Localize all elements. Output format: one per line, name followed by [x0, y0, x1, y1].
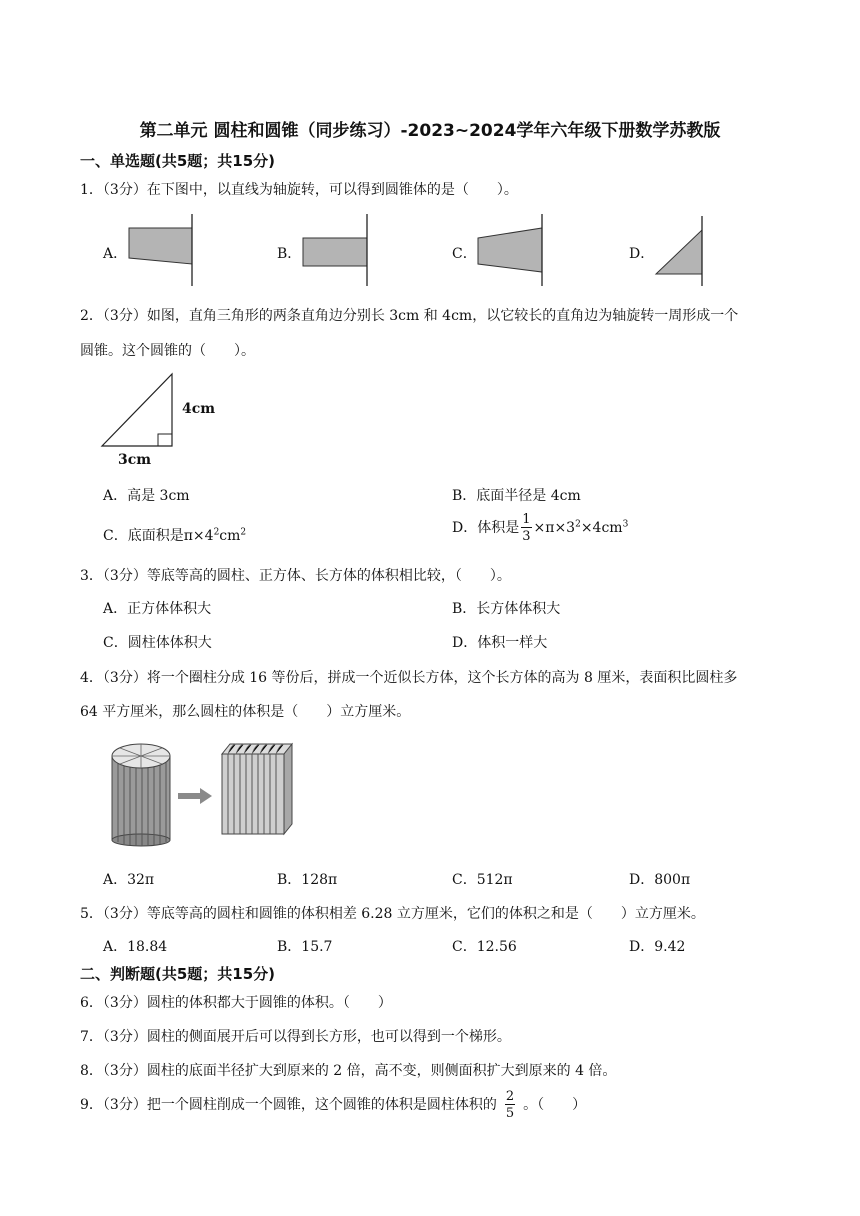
q2-option-d: D．体积是 $\frac{1}{3}$ $\times\pi\times 3^2\times 4cm^3$: [452, 512, 629, 544]
q3-option-c: C．圆柱体体积大: [103, 635, 212, 651]
question-4-text-line1: 4．（3分）将一个圈柱分成 16 等份后，拼成一个近似长方体，这个长方体的高为 8 厘米，表面积比圆柱多: [80, 670, 738, 686]
question-6-text: 6．（3分）圆柱的体积都大于圆锥的体积。（ ）: [80, 995, 392, 1011]
q3-option-b: B．长方体体积大: [452, 601, 561, 617]
q4-option-b: B．128π: [277, 872, 338, 888]
q2-option-b: B．底面半径是 4cm: [452, 488, 581, 504]
q2-option-a: A．高是 3cm: [103, 488, 190, 504]
q4-option-c: C．512π: [452, 872, 513, 888]
question-1-text: 1．（3分）在下图中，以直线为轴旋转，可以得到圆锥体的是（ ）。: [80, 182, 518, 198]
q4-cuboid-figure: [218, 740, 298, 836]
q4-arrow-icon: [178, 788, 214, 804]
q5-option-c: C．12.56: [452, 939, 517, 955]
question-4-text-line2: 64 平方厘米，那么圆柱的体积是（ ）立方厘米。: [80, 704, 411, 720]
q2-option-d-fraction: $\frac{1}{3}$: [522, 512, 531, 544]
question-7-text: 7．（3分）圆柱的侧面展开后可以得到长方形，也可以得到一个梯形。: [80, 1029, 511, 1045]
q1-option-c-label: C．: [452, 246, 477, 262]
q2-triangle-figure: [100, 370, 180, 450]
question-5-text: 5．（3分）等底等高的圆柱和圆锥的体积相差 6.28 立方厘米，它们的体积之和是（ ）立方厘米。: [80, 906, 705, 922]
q1-figure-d: [654, 214, 724, 286]
question-3-text: 3．（3分）等底等高的圆柱、正方体、长方体的体积相比较，（ ）。: [80, 568, 511, 584]
q1-figure-b: [302, 214, 372, 286]
q1-figure-c: [477, 214, 547, 286]
q5-option-a: A．18.84: [103, 939, 168, 955]
q2-base-label: 3cm: [118, 452, 152, 468]
q3-option-a: A．正方体体积大: [103, 601, 212, 617]
section-heading-judgment: 二、判断题(共5题；共15分): [80, 965, 276, 983]
question-8-text: 8．（3分）圆柱的底面半径扩大到原来的 2 倍，高不变，则侧面积扩大到原来的 4 倍。: [80, 1063, 617, 1079]
q4-cylinder-figure: [108, 740, 178, 846]
q3-option-d: D．体积一样大: [452, 635, 548, 651]
section-heading-single-choice: 一、单选题(共5题；共15分): [80, 152, 276, 170]
q2-height-label: 4cm: [182, 401, 216, 417]
question-2-text-line1: 2．（3分）如图，直角三角形的两条直角边分别长 3cm 和 4cm，以它较长的直角边为轴旋转一周形成一个: [80, 308, 739, 324]
q1-option-d-label: D．: [629, 246, 655, 262]
q1-option-a-label: A．: [103, 246, 128, 262]
q1-option-b-label: B．: [277, 246, 302, 262]
q4-option-a: A．32π: [103, 872, 155, 888]
q5-option-d: D．9.42: [629, 939, 686, 955]
q2-option-c: C．底面积是$\pi\times 4^2cm^2$: [103, 527, 247, 544]
question-2-text-line2: 圆锥。这个圆锥的（ ）。: [80, 343, 255, 359]
q4-option-d: D．800π: [629, 872, 691, 888]
q1-figure-a: [128, 214, 198, 286]
page-title: 第二单元 圆柱和圆锥（同步练习）-2023~2024学年六年级下册数学苏教版: [139, 121, 721, 141]
q5-option-b: B．15.7: [277, 939, 333, 955]
q9-fraction: $\frac{2}{5}$: [505, 1089, 515, 1121]
question-9-text: 9．（3分）把一个圆柱削成一个圆锥，这个圆锥的体积是圆柱体积的 $\frac{2}{5}$ 。（ ）: [80, 1089, 587, 1121]
